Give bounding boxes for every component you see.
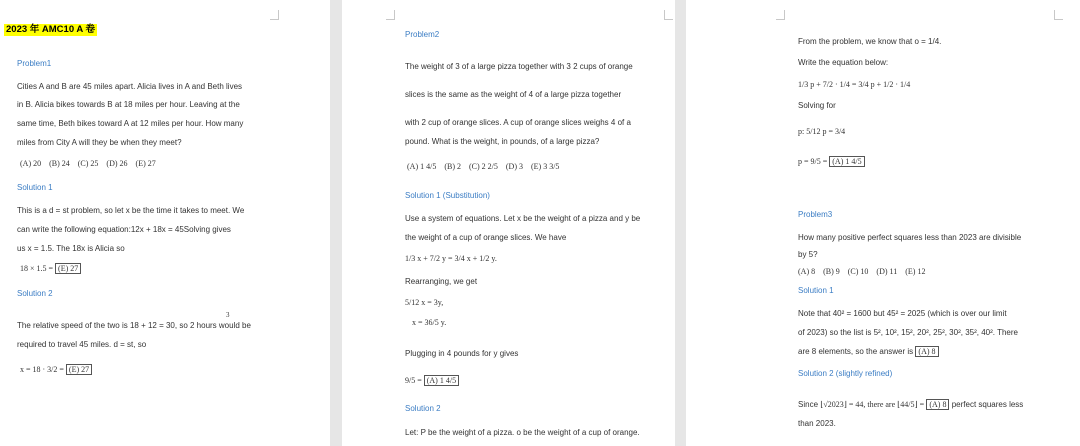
problem1-text-line: miles from City A will they be when they meet? — [17, 138, 182, 147]
problem3-choices: (A) 8 (B) 9 (C) 10 (D) 11 (E) 12 — [798, 267, 926, 276]
solution1-result: 9/5 = — [405, 376, 422, 385]
problem3-heading: Problem3 — [798, 210, 833, 219]
solution1-result: 18 × 1.5 = — [20, 264, 54, 273]
page-corner-mark — [1054, 10, 1063, 20]
problem2-text-line: slices is the same as the weight of 4 of a large pizza together — [405, 90, 622, 99]
solution2-fraction-numerator: 3 — [226, 311, 230, 319]
equation: 5/12 x = 3y, — [405, 298, 444, 307]
solution2-text-line — [798, 400, 1023, 410]
document-page-3 — [686, 0, 1080, 446]
equation: 1/3 x + 7/2 y = 3/4 x + 1/2 y. — [405, 254, 497, 263]
page-corner-mark — [776, 10, 785, 20]
solution2-text-line: Let: P be the weight of a pizza. o be the weight of a cup of orange. — [405, 428, 640, 437]
solution1-answer-box: (A) 1 4/5 — [424, 375, 459, 386]
equation: 1/3 p + 7/2 · 1/4 = 3/4 p + 1/2 · 1/4 — [798, 80, 911, 89]
solution2-result: x = 18 · 3/2 = — [20, 365, 64, 374]
solution2-answer-box: (E) 27 — [66, 364, 92, 375]
solution1-heading: Solution 1 (Substitution) — [405, 191, 490, 200]
problem2-text-line: pound. What is the weight, in pounds, of a large pizza? — [405, 137, 600, 146]
solution1-text-line: Note that 40² = 1600 but 45² = 2025 (which is over our limit — [798, 309, 1007, 318]
solution1-heading: Solution 1 — [17, 183, 53, 192]
solution1-text-line: the weight of a cup of orange slices. We have — [405, 233, 567, 242]
solution2-text-line: than 2023. — [798, 419, 836, 428]
document-title: 2023 年 AMC10 A 卷 — [6, 24, 96, 35]
problem3-text-line: by 5? — [798, 250, 818, 259]
solution2-equation — [20, 365, 92, 375]
solution1-text-line: us x = 1.5. The 18x is Alicia so — [17, 244, 125, 253]
solution-answer-box: (A) 1 4/5 — [829, 156, 864, 167]
problem2-heading: Problem2 — [405, 30, 440, 39]
solution2-heading: Solution 2 (slightly refined) — [798, 369, 893, 378]
problem2-text-line: The weight of 3 of a large pizza together with 3 2 cups of orange — [405, 62, 633, 71]
solution-text-line: From the problem, we know that o = 1/4. — [798, 37, 942, 46]
solution1-text-line — [798, 347, 939, 357]
page-corner-mark — [664, 10, 673, 20]
problem1-heading: Problem1 — [17, 59, 52, 68]
solution1-equation — [405, 376, 459, 386]
document-page-2 — [342, 0, 675, 446]
solution2-tail: perfect squares less — [951, 400, 1024, 409]
solution2-text-line: required to travel 45 miles. d = st, so — [17, 340, 147, 349]
solution1-text-line: Use a system of equations. Let x be the weight of a pizza and y be — [405, 214, 641, 223]
solution2-expression: ⌊√2023⌋ = 44, there are ⌊44/5⌋ = — [820, 400, 925, 409]
page-corner-mark — [270, 10, 279, 20]
solution-text-line: Solving for — [798, 101, 836, 110]
equation: x = 36/5 y. — [412, 318, 447, 327]
solution2-text-line: The relative speed of the two is 18 + 12 = 30, so 2 hours would be — [17, 321, 251, 330]
solution2-heading: Solution 2 — [405, 404, 441, 413]
solution2-answer-box: (A) 8 — [926, 399, 949, 410]
solution2-heading: Solution 2 — [17, 289, 53, 298]
problem2-text-line: with 2 cup of orange slices. A cup of orange slices weighs 4 of a — [405, 118, 631, 127]
solution-result: p = 9/5 = — [798, 157, 828, 166]
equation: p: 5/12 p = 3/4 — [798, 127, 846, 136]
solution1-heading: Solution 1 — [798, 286, 834, 295]
page-corner-mark — [386, 10, 395, 20]
solution1-text-line: of 2023) so the list is 5², 10², 15², 20², 25², 30², 35², 40². There — [798, 328, 1018, 337]
problem1-text-line: in B. Alicia bikes towards B at 18 miles per hour. Leaving at the — [17, 100, 240, 109]
solution1-text-line: This is a d = st problem, so let x be the time it takes to meet. We — [17, 206, 245, 215]
solution1-text-line: Plugging in 4 pounds for y gives — [405, 349, 519, 358]
problem1-text-line: Cities A and B are 45 miles apart. Alicia lives in A and Beth lives — [17, 82, 243, 91]
problem1-choices: (A) 20 (B) 24 (C) 25 (D) 26 (E) 27 — [20, 159, 156, 168]
solution1-text-line: Rearranging, we get — [405, 277, 478, 286]
solution-text-line: Write the equation below: — [798, 58, 889, 67]
problem1-text-line: same time, Beth bikes toward A at 12 miles per hour. How many — [17, 119, 244, 128]
solution1-text: are 8 elements, so the answer is — [798, 347, 914, 356]
document-page-1 — [0, 0, 330, 446]
solution2-since: Since — [798, 400, 819, 409]
problem3-text-line: How many positive perfect squares less than 2023 are divisible — [798, 233, 1022, 242]
solution1-equation — [20, 264, 81, 274]
solution1-answer-box: (E) 27 — [55, 263, 81, 274]
solution1-text-line: can write the following equation:12x + 18x = 45Solving gives — [17, 225, 231, 234]
solution1-answer-box: (A) 8 — [915, 346, 938, 357]
solution-equation — [798, 157, 865, 167]
problem2-choices: (A) 1 4/5 (B) 2 (C) 2 2/5 (D) 3 (E) 3 3/5 — [407, 162, 560, 171]
